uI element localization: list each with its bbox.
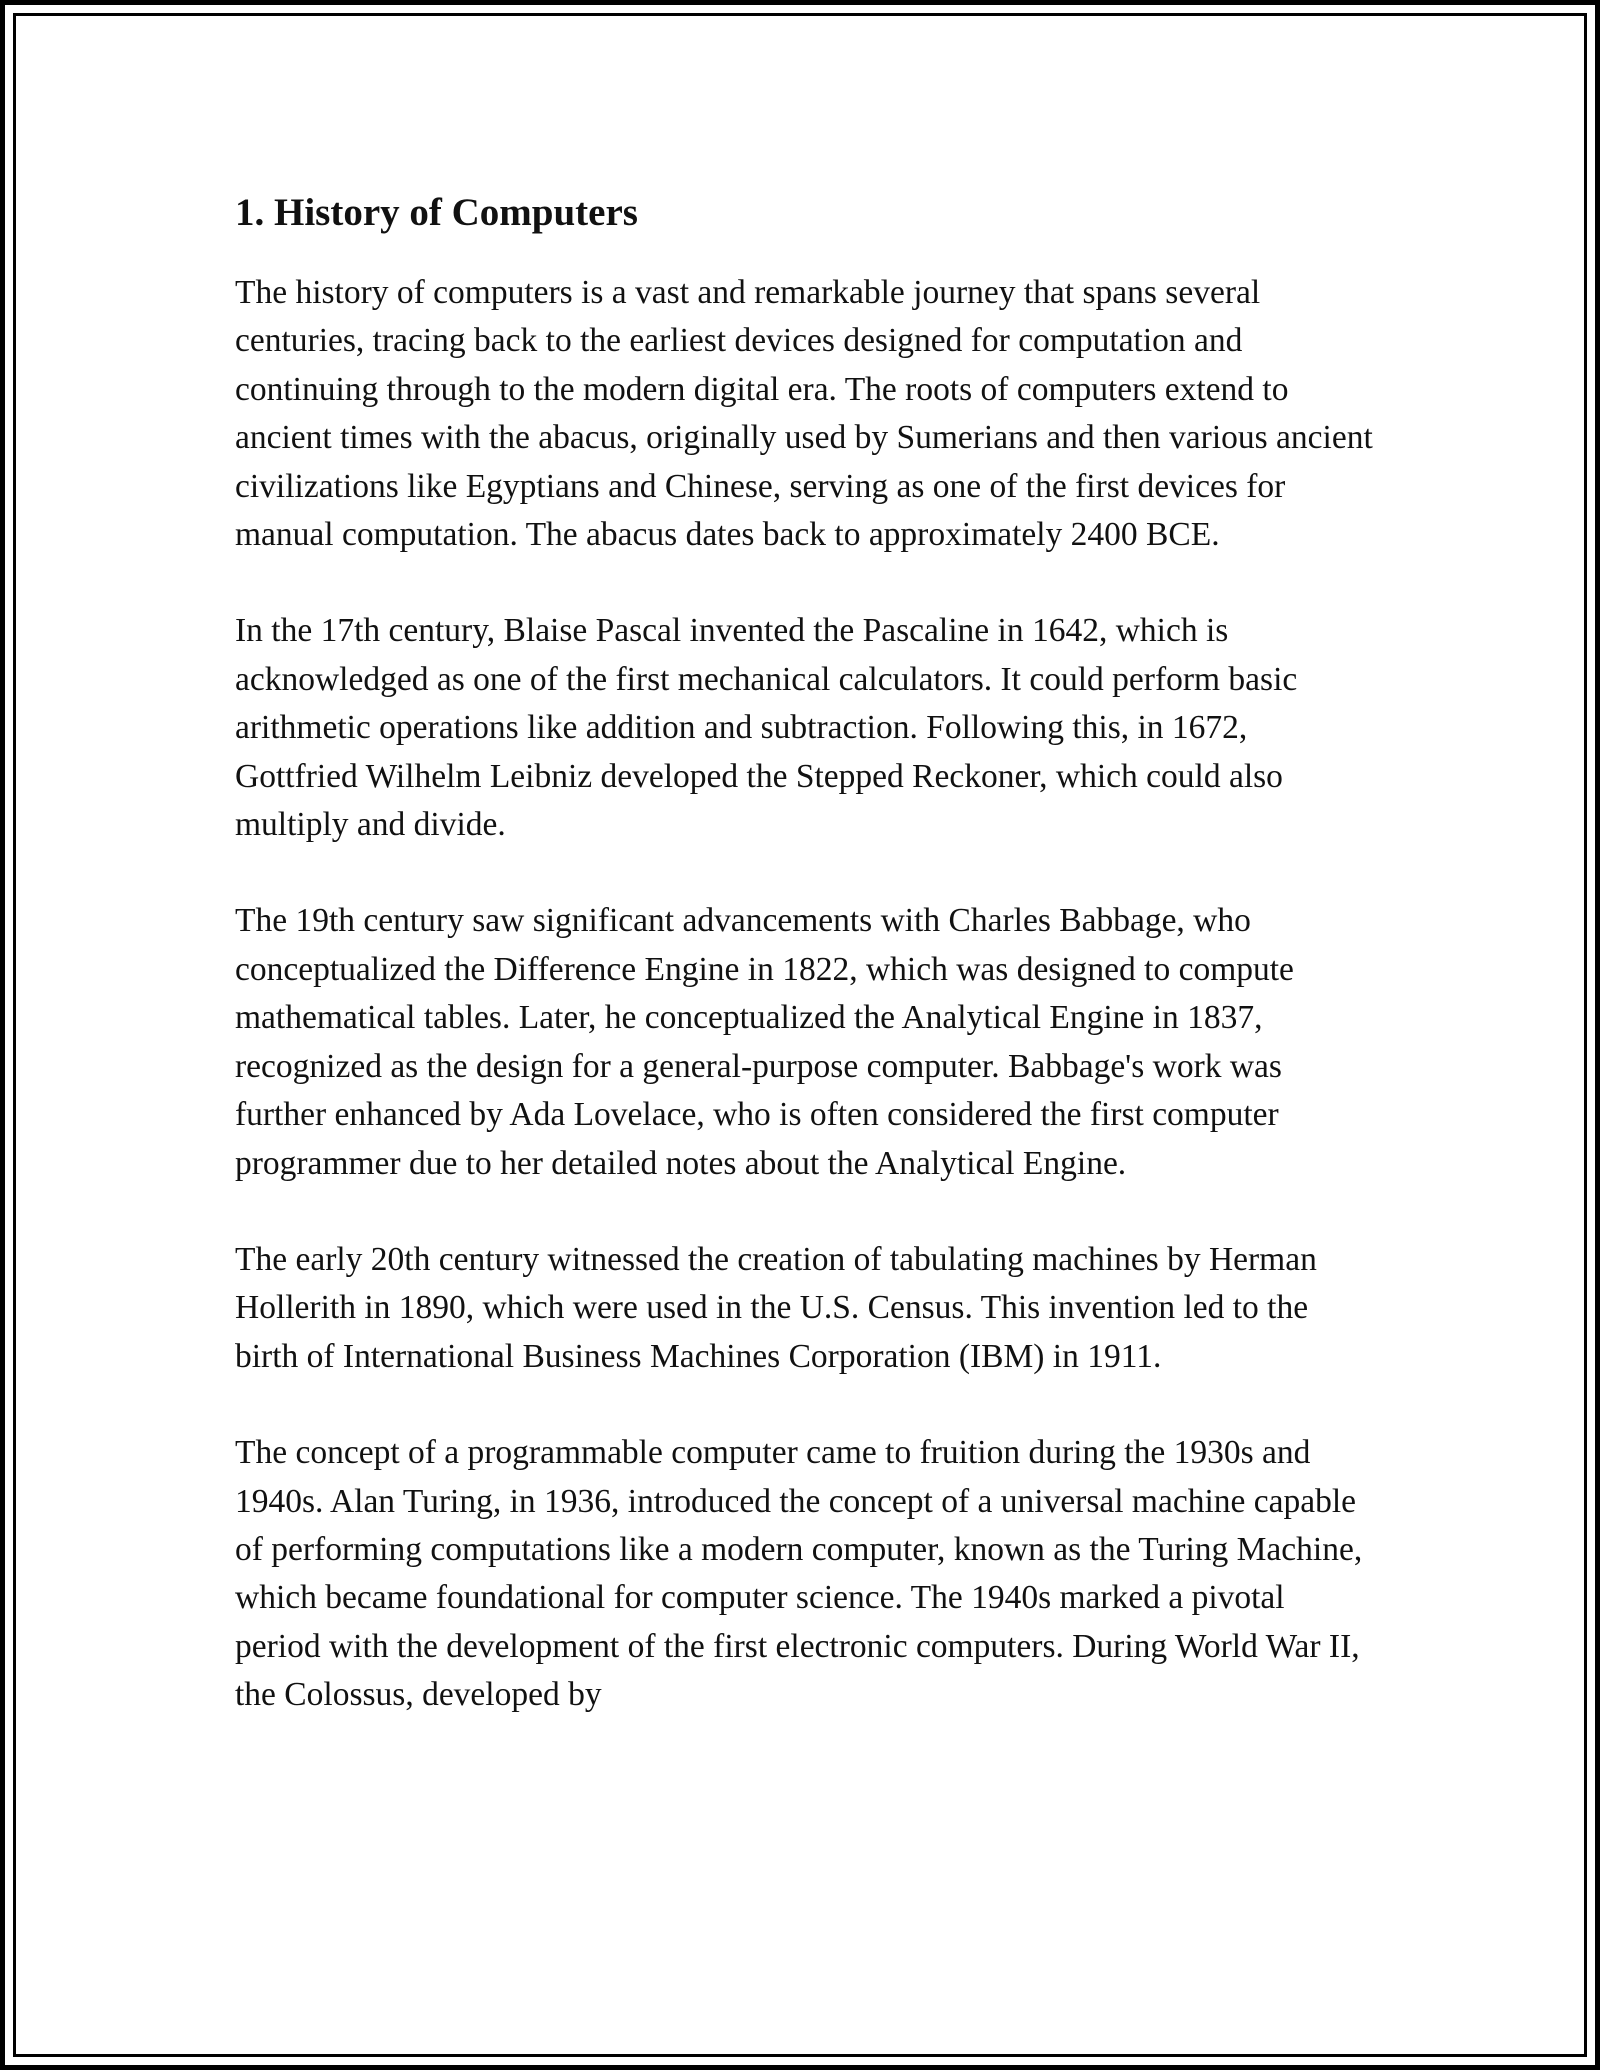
document-body [235, 187, 1375, 1720]
paragraph-17th-century: In the 17th century, Blaise Pascal invented the Pascaline in 1642, which is acknowledged as one of the first mechanical calculators. It could perform basic arithmetic operations like addition and subtraction. Following this, in 1672, Gottfried Wilhelm Leibniz developed the Stepped Reckoner, which could also multiply and divide. [235, 612, 1298, 844]
paragraph-ancient-abacus: The history of computers is a vast and remarkable journey that spans several centuries, tracing back to the earliest devices designed for computation and continuing through to the modern digital era. The roots of computers extend to ancient times with the abacus, originally used by Sumerians and then various ancient civilizations like Egyptians and Chinese, serving as one of the first devices for manual computation. The abacus dates back to approximately 2400 BCE. [235, 274, 1373, 554]
paragraph-19th-century: The 19th century saw significant advancements with Charles Babbage, who conceptualized the Difference Engine in 1822, which was designed to compute mathematical tables. Later, he conceptualized the Analytical Engine in 1837, recognized as the design for a general-purpose computer. Babbage's work was further enhanced by Ada Lovelace, who is often considered the first computer programmer due to her detailed notes about the Analytical Engine. [235, 902, 1294, 1182]
section-heading: 1. History of Computers [235, 191, 638, 234]
paragraph-early-20th-century: The early 20th century witnessed the creation of tabulating machines by Herman Hollerith in 1890, which were used in the U.S. Census. This invention led to the birth of International Business Machines Corporation (IBM) in 1911. [235, 1240, 1317, 1375]
paragraph-programmable-computer: The concept of a programmable computer came to fruition during the 1930s and 1940s. Alan Turing, in 1936, introduced the concept of a universal machine capable of performing computations like a modern computer, known as the Turing Machine, which became foundational for computer science. The 1940s marked a pivotal period with the development of the first electronic computers. During World War II, the Colossus, developed by [235, 1434, 1363, 1714]
